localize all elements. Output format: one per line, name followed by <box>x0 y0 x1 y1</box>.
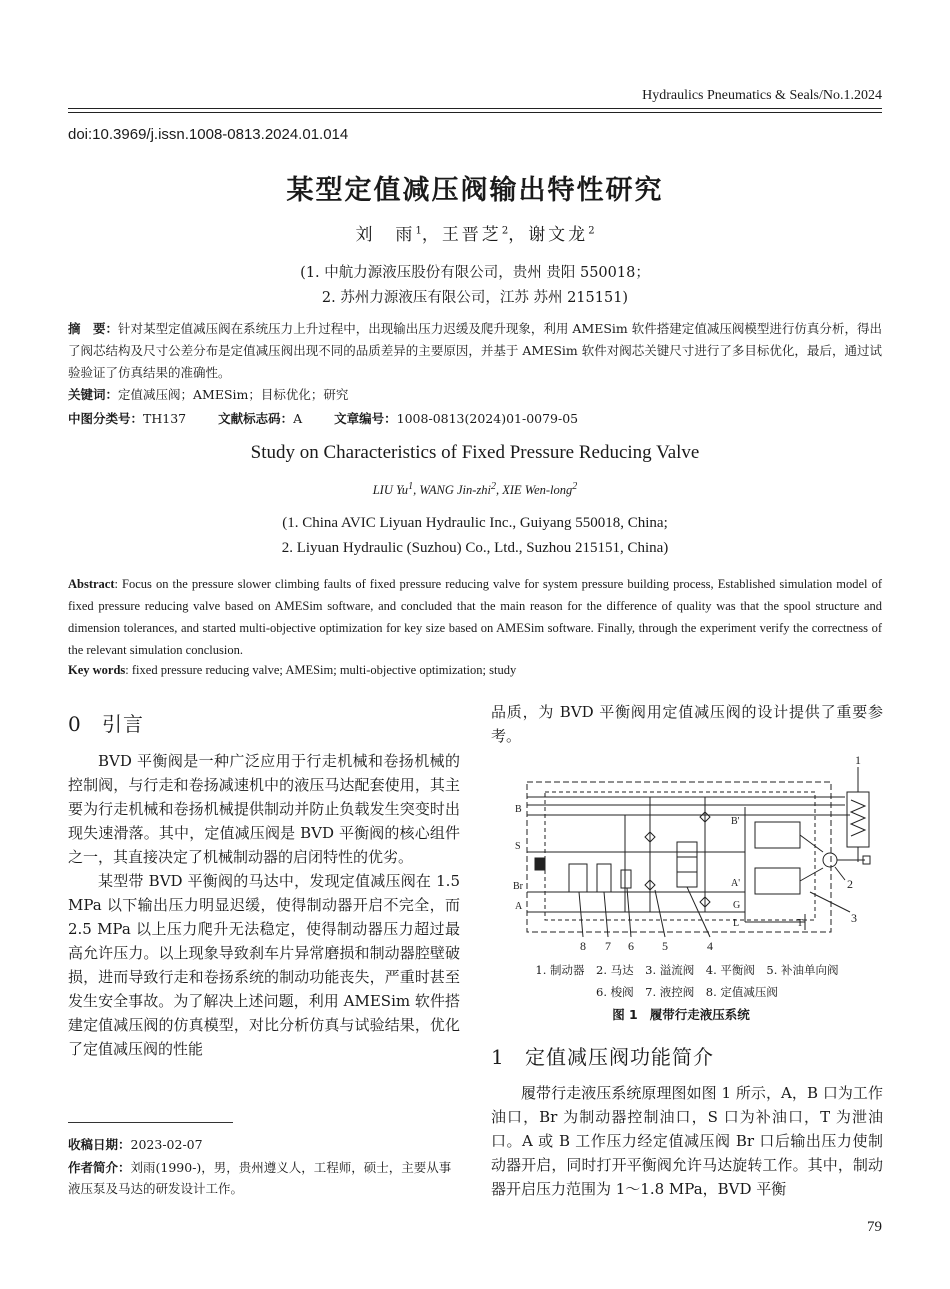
section-title: 引言 <box>102 712 144 736</box>
received-date: 2023-02-07 <box>130 1137 203 1152</box>
callout-2: 2 <box>847 877 853 891</box>
author-name-en: LIU Yu <box>372 483 409 498</box>
author-affil-mark: 2 <box>491 481 496 492</box>
keywords-cn-label: 关键词： <box>68 387 119 402</box>
author-affil-mark: 1 <box>408 481 414 492</box>
callout-5: 5 <box>662 939 668 953</box>
brake-spring <box>851 800 865 836</box>
doi-line[interactable]: doi:10.3969/j.issn.1008-0813.2024.01.014 <box>68 126 349 143</box>
brake-cylinder <box>847 792 869 847</box>
affiliation-en-1: (1. China AVIC Liyuan Hydraulic Inc., Guiyang 550018, China; <box>282 515 668 531</box>
balance-valve <box>677 842 697 887</box>
doc-code-label: 文献标志码： <box>218 411 294 426</box>
right-column <box>491 700 883 748</box>
authors-cn: 刘 雨$^1$，王晋芝$^2$，谢文龙$^2$ <box>355 225 595 245</box>
author-name: 谢文龙 <box>528 225 589 245</box>
callout-8: 8 <box>580 939 586 953</box>
author-affil-mark: 2 <box>572 481 578 492</box>
footnote-rule <box>68 1122 233 1123</box>
intro-continuation: 品质，为 BVD 平衡阀用定值减压阀的设计提供了重要参考。 <box>491 703 883 745</box>
section-1-heading <box>491 1041 714 1070</box>
author-name: 刘 雨 <box>355 225 416 245</box>
callout-1: 1 <box>855 753 861 767</box>
clc-value: TH137 <box>143 411 187 426</box>
section-0-heading <box>68 708 460 737</box>
figure-title-text: 履带行走液压系统 <box>649 1007 750 1022</box>
hydraulic-schematic-figure <box>505 752 883 957</box>
classification-row <box>68 409 606 427</box>
port-label-br: Br <box>513 881 523 892</box>
abstract-cn-text: 针对某型定值减压阀在系统压力上升过程中，出现输出压力迟缓及爬升现象，利用 AMESim 软件搭建定值减压阀模型进行仿真分析，得出了阀芯结构及尺寸公差分布是定值减压阀出现不同的品质差异的主要原因，并基于 AMESim 软件对阀芯关键尺寸进行了多目标优化，最后，通过试验验证了仿真结果的准确性。 <box>68 321 882 380</box>
journal-name: Hydraulics Pneumatics & Seals/No.1.2024 <box>642 88 882 103</box>
port-label-t: T <box>797 918 804 929</box>
left-column <box>68 708 460 1061</box>
affiliation-en-2: 2. Liyuan Hydraulic (Suzhou) Co., Ltd., Suzhou 215151, China) <box>281 540 669 556</box>
callout-6: 6 <box>628 939 634 953</box>
pilot-valve <box>597 864 611 892</box>
title-en: Study on Characteristics of Fixed Pressure Reducing Valve <box>250 442 700 463</box>
port-label-s: S <box>515 841 521 852</box>
authors-en: LIU Yu$^1$, WANG Jin-zhi$^2$, XIE Wen-long$^2$ <box>372 481 578 498</box>
author-affil-mark: 1 <box>415 225 422 237</box>
intro-paragraph-2: 某型带 BVD 平衡阀的马达中，发现定值减压阀在 1.5 MPa 以下输出压力明显迟缓，使得制动器开启不完全，而 2.5 MPa 以上压力爬升无法稳定，使得制动器压力超过最高允许压力。以上现象导致刹车片异常磨损和制动器腔壁破损，进而导致行走和卷扬系统的制动功能丧失，严重时甚至发生安全事故。为了解决上述问题，利用 AMESim 软件搭建定值减压阀的仿真模型，对比分析仿真与试验结果，优化了定值减压阀的性能 <box>68 872 460 1058</box>
affiliation-cn-2: 2. 苏州力源液压有限公司，江苏 苏州 215151) <box>321 290 629 306</box>
title-cn: 某型定值减压阀输出特性研究 <box>286 175 664 206</box>
author-name: 王晋芝 <box>441 225 502 245</box>
abstract-cn-label: 摘 要： <box>68 321 119 336</box>
affiliation-cn-1: (1. 中航力源液压股份有限公司，贵州 贵阳 550018； <box>300 265 650 281</box>
shuttle-valve <box>621 870 631 888</box>
keywords-en-text: : fixed pressure reducing valve; AMESim; multi-objective optimization; study <box>125 663 517 677</box>
port-label-a-prime: A' <box>731 878 741 889</box>
port-label-b-prime: B' <box>731 816 740 827</box>
callout-7: 7 <box>605 939 611 953</box>
author-name-en: WANG Jin-zhi <box>419 483 491 498</box>
author-affil-mark: 2 <box>588 225 595 237</box>
port-label-b: B <box>515 804 522 815</box>
section-title: 定值减压阀功能简介 <box>525 1045 714 1069</box>
keywords-en <box>68 663 882 678</box>
callout-4: 4 <box>707 939 713 953</box>
keywords-en-label: Key words <box>68 663 126 677</box>
section-1-paragraph: 履带行走液压系统原理图如图 1 所示，A，B 口为工作油口，Br 为制动器控制油口，S 口为补油口，T 为泄油口。A 或 B 工作压力经定值减压阀 Br 口后输出压力使制动器开启，同时打开平衡阀允许马达旋转工作。其中，制动器开启压力范围为 1～1.8 MPa，BVD 平衡 <box>491 1084 883 1198</box>
motor-symbol <box>823 853 837 867</box>
article-no-value: 1008-0813(2024)01-0079-05 <box>396 411 579 426</box>
footnote-received <box>68 1135 203 1153</box>
abstract-en-text: : Focus on the pressure slower climbing faults of fixed pressure reducing valve for system pressure building process, Established simulation model of fixed pressure reducing valve based on AMESim software, and concluded that the main reason for the difference of quality was that the spool structure and dimension tolerances, and started multi-objective optimization for key size based on AMESim software. Finally, through the experiment verify the correctness of the relevant simulation conclusion. <box>68 577 882 657</box>
header-rule-top <box>68 108 882 109</box>
author-bio: 刘雨(1990-)，男，贵州遵义人，工程师，硕士，主要从事液压泵及马达的研发设计工作。 <box>68 1160 452 1196</box>
figure-legend-line-1: 1. 制动器 2. 马达 3. 溢流阀 4. 平衡阀 5. 补油单向阀 <box>535 963 839 977</box>
figure-title <box>491 1005 883 1023</box>
abstract-cn <box>68 318 882 384</box>
figure-number: 图 1 <box>612 1007 638 1022</box>
section-number: 1 <box>491 1045 505 1069</box>
callout-3: 3 <box>851 911 857 925</box>
received-label: 收稿日期： <box>68 1137 131 1152</box>
abstract-en-label: Abstract <box>68 577 115 591</box>
author-affil-mark: 2 <box>501 225 509 237</box>
intro-paragraph-1: BVD 平衡阀是一种广泛应用于行走机械和卷扬机械的控制阀，与行走和卷扬减速机中的液压马达配套使用，其主要为行走机械和卷扬机械提供制动并防止负载发生突变时出现失速滑落。其中，定值减压阀是 BVD 平衡阀的核心组件之一，其直接决定了机械制动器的启闭特性的优劣。 <box>68 752 460 866</box>
author-name-en: XIE Wen-long <box>502 483 573 498</box>
port-label-l: L <box>733 918 740 929</box>
article-no-label: 文章编号： <box>334 411 397 426</box>
figure-legend-line-2: 6. 梭阀 7. 液控阀 8. 定值减压阀 <box>596 985 778 999</box>
abstract-en <box>68 573 882 661</box>
keywords-cn-text: 定值减压阀；AMESim；目标优化；研究 <box>118 387 349 402</box>
port-label-g: G <box>733 900 741 911</box>
reducing-valve <box>569 864 587 892</box>
author-bio-label: 作者简介： <box>68 1160 131 1175</box>
section-1-body <box>491 1081 883 1201</box>
footnote-author <box>68 1157 460 1199</box>
port-label-a: A <box>515 901 523 912</box>
section-number: 0 <box>68 712 82 736</box>
doc-code-value: A <box>293 411 303 426</box>
clc-label: 中图分类号： <box>68 411 144 426</box>
page-number: 79 <box>867 1219 882 1235</box>
keywords-cn <box>68 385 882 403</box>
header-rule-bottom <box>68 112 882 113</box>
valve-block-outline <box>545 792 815 920</box>
